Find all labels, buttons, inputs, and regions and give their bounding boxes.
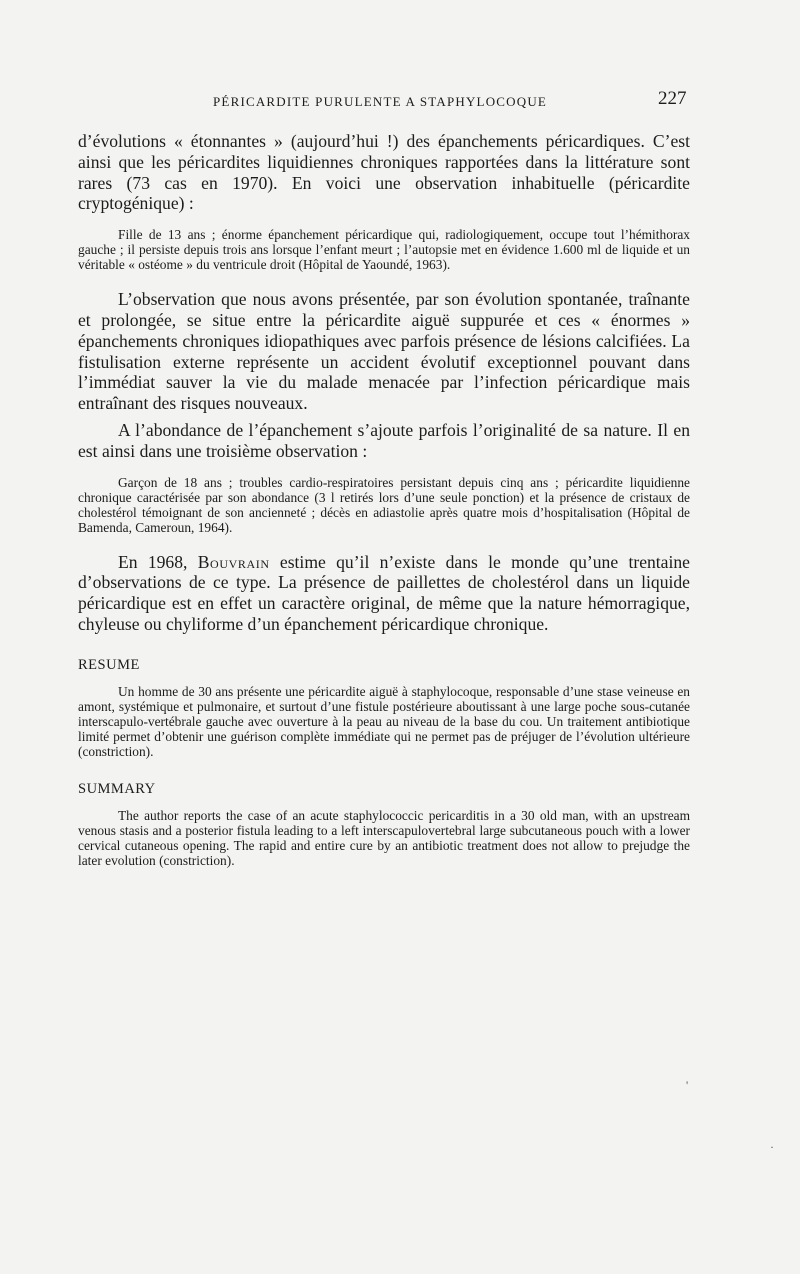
paragraph-third-observation: A l’abondance de l’épanchement s’ajoute parfois l’originalité de sa nature. Il en est ainsi dans une troisième observation :: [78, 419, 690, 461]
print-speck: ': [686, 1078, 689, 1092]
resume-heading: RESUME: [78, 656, 140, 673]
paragraph-bouvrain: [78, 552, 690, 635]
author-name: Bouvrain: [197, 551, 270, 572]
summary-text: The author reports the case of an acute staphylococcic pericarditis in a 30 old man, with an upstream venous stasis and a posterior fistula leading to a left interscapulovertebral large subcutaneous pouch with a lower cervical cutaneous opening. The rapid and entire cure by an antibiotic treatment does not allow to prejudge the later evolution (constriction).: [78, 807, 690, 868]
resume-text: Un homme de 30 ans présente une péricardite aiguë à staphylocoque, responsable d’une stase veineuse en amont, systémique et pulmonaire, et surtout d’une fistule postérieure aboutissant à une large poche sous-cutanée interscapulo-vertébrale gauche avec ouverture à la peau au niveau de la base du cou. Un traitement antibiotique limité permet d’obtenir une guérison complète immédiate qui ne permet pas de préjuger de l’évolution ultérieure (constriction).: [78, 683, 690, 759]
paragraph-continuation: d’évolutions « étonnantes » (aujourd’hui !) des épanchements péricardiques. C’est ainsi que les péricardites liquidiennes chroniques rapportées dans la littérature sont rares (73 cas en 1970). En voici une observation inhabituelle (péricardite cryptogénique) :: [78, 131, 690, 214]
page-number: 227: [658, 88, 687, 109]
print-speck: ·: [770, 1140, 774, 1154]
case-report-1: Fille de 13 ans ; énorme épanchement péricardique qui, radiologiquement, occupe tout l’hémithorax gauche ; il persiste depuis trois ans lorsque l’enfant meurt ; l’autopsie met en évidence 1.600 ml de liquide et un véritable « ostéome » du ventricule droit (Hôpital de Yaoundé, 1963).: [78, 227, 690, 273]
body-text: [78, 131, 690, 868]
p4-start: En 1968,: [118, 551, 198, 572]
summary-heading: SUMMARY: [78, 780, 156, 797]
p4-rest: estime qu’il n’existe dans le monde qu’une trentaine d’observations de ce type. La présence de paillettes de cholestérol dans un liquide péricardique est en effet un caractère original, de même que la nature hémorragique, chyleuse ou chyliforme d’un épanchement péricardique chronique.: [78, 551, 690, 634]
case-report-2: Garçon de 18 ans ; troubles cardio-respiratoires persistant depuis cinq ans ; péricardite liquidienne chronique caractérisée par son abondance (3 l retirés lors d’une seule ponction) et la présence de cristaux de cholestérol témoignant de son ancienneté ; décès en adiastolie après quatre mois d’hospitalisation (Hôpital de Bamenda, Cameroun, 1964).: [78, 474, 690, 535]
running-head: [0, 88, 800, 116]
running-title: PÉRICARDITE PURULENTE A STAPHYLOCOQUE: [213, 94, 548, 109]
paragraph-discussion: L’observation que nous avons présentée, par son évolution spontanée, traînante et prolongée, se situe entre la péricardite aiguë suppurée et ces « énormes » épanchements chroniques idiopathiques avec parfois présence de lésions calcifiées. La fistulisation externe représente un accident évolutif exceptionnel pouvant dans l’immédiat sauver la vie du malade menacée par l’infection péricardique mais entraînant des risques nouveaux.: [78, 289, 690, 414]
